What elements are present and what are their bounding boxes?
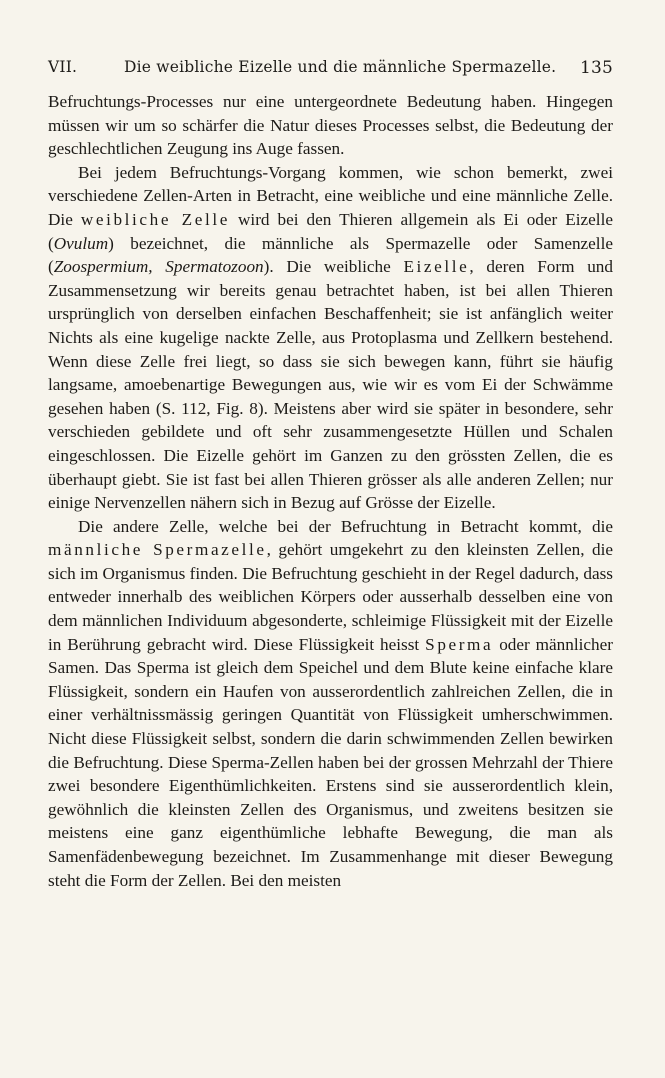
running-head bbox=[48, 58, 613, 88]
spaced-term: Eizelle bbox=[403, 257, 470, 277]
text-run: Die andere Zelle, welche bei der Befruchtung in Betracht kommt, die bbox=[78, 516, 613, 536]
text-run: Befruchtungs-Processes nur eine untergeordnete Bedeutung haben. Hingegen müssen wir um so schärfer die Natur dieses Processes selbst, die Bedeutung der geschlechtlichen Zeugung ins Auge fassen. bbox=[48, 92, 613, 159]
latin-term: Ovulum bbox=[53, 233, 109, 253]
paragraph-1 bbox=[48, 90, 613, 161]
chapter-number: VII. bbox=[48, 58, 78, 76]
spaced-term: Sperma bbox=[425, 634, 494, 654]
spaced-term: männliche Spermazelle bbox=[48, 540, 267, 560]
text-run: ). Die weibliche bbox=[263, 257, 404, 277]
latin-term: Zoospermium, Spermatozoon bbox=[53, 257, 264, 277]
text-run: Bei jedem Befruchtungs-Vorgang kommen, wie schon bemerkt, zwei verschiedene Zellen-Arten in Betracht, eine weibliche und eine männliche Zelle. Die bbox=[48, 162, 613, 229]
running-title: Die weibliche Eizelle und die männliche Spermazelle. bbox=[124, 58, 557, 76]
text-run: wird bei den Thieren allgemein als Ei oder Eizelle ( bbox=[48, 209, 613, 253]
text-run: ) bezeichnet, die männliche als Spermazelle oder Samenzelle ( bbox=[48, 233, 613, 277]
spaced-term: weibliche Zelle bbox=[80, 209, 230, 229]
body-text bbox=[48, 90, 613, 892]
text-run: , deren Form und Zusammensetzung wir bereits genau betrachtet haben, ist bei allen Thieren ursprünglich von derselben einfachen Beschaffenheit; sie ist anfänglich weiter Nichts als eine kugelige nackte Zelle, aus Protoplasma und Zellkern bestehend. Wenn diese Zelle frei liegt, so dass sie sich bewegen kann, führt sie häufig langsame, amoebenartige Bewegungen aus, wie wir es vom Ei der Schwämme gesehen haben (S. 112, Fig. 8). Meistens aber wird sie später in besondere, sehr verschieden gebildete und oft sehr zusammengesetzte Hüllen und Schalen eingeschlossen. Die Eizelle gehört im Ganzen zu den grössten Zellen, die es überhaupt giebt. Sie ist fast bei allen Thieren grösser als alle anderen Zellen; nur einige Nervenzellen nähern sich in Bezug auf Grösse der Eizelle. bbox=[48, 257, 613, 513]
paragraph-3 bbox=[48, 515, 613, 893]
text-run: oder männlicher Samen. Das Sperma ist gleich dem Speichel und dem Blute keine einfache klare Flüssigkeit, sondern ein Haufen von ausserordentlich zahlreichen Zellen, die in einer verhältnissmässig geringen Quantität von Flüssigkeit umherschwimmen. Nicht diese Flüssigkeit selbst, sondern die darin schwimmenden Zellen bewirken die Befruchtung. Diese Sperma-Zellen haben bei der grossen Mehrzahl der Thiere zwei besondere Eigenthümlichkeiten. Erstens sind sie ausserordentlich klein, gewöhnlich die kleinsten Zellen des Organismus, und zweitens besitzen sie meistens eine ganz eigenthümliche lebhafte Bewegung, die man als Samenfädenbewegung bezeichnet. Im Zusammenhange mit dieser Bewegung steht die Form der Zellen. Bei den meisten bbox=[48, 634, 613, 890]
text-run: , gehört umgekehrt zu den kleinsten Zellen, die sich im Organismus finden. Die Befruchtung geschieht in der Regel dadurch, dass entweder innerhalb des weiblichen Körpers oder ausserhalb desselben eine von dem männlichen Individuum abgesonderte, schleimige Flüssigkeit mit der Eizelle in Berührung gebracht wird. Diese Flüssigkeit heisst bbox=[48, 540, 613, 654]
page-number: 135 bbox=[579, 58, 613, 78]
paragraph-2 bbox=[48, 161, 613, 515]
